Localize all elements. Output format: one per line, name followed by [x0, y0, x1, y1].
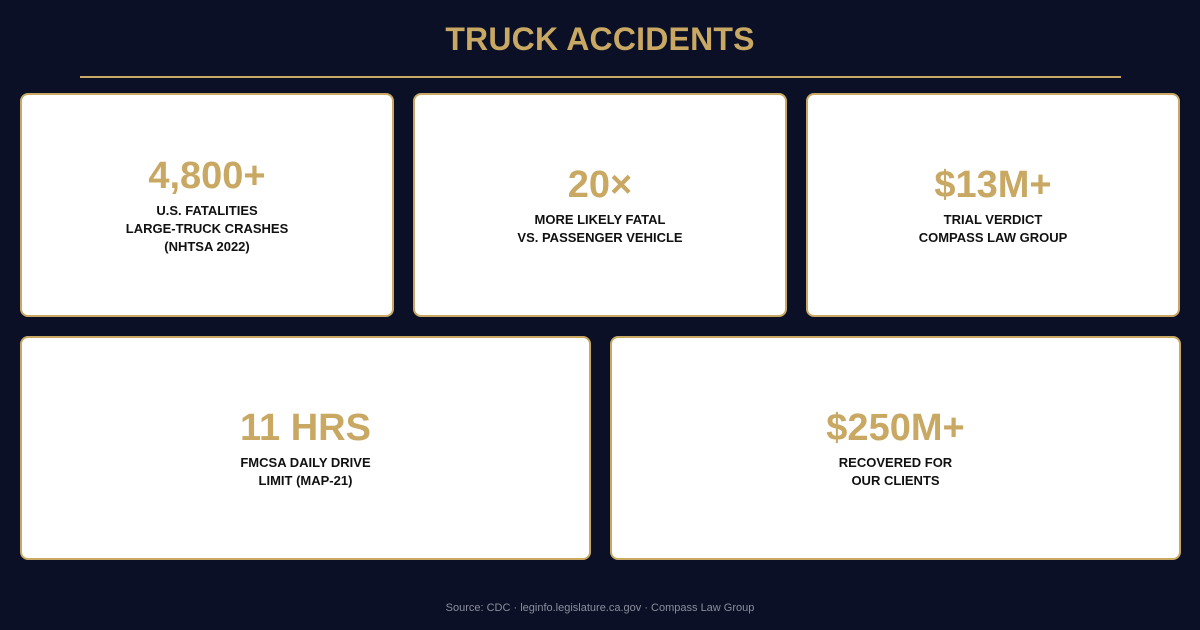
stat-label [919, 211, 1068, 247]
stat-label-line: LIMIT (MAP-21) [258, 473, 353, 488]
stat-label-line: FMCSA DAILY DRIVE [240, 455, 371, 470]
source-footnote: Source: CDC · leginfo.legislature.ca.gov · Compass Law Group [445, 602, 755, 614]
stat-value: $13M+ [934, 164, 1052, 206]
stat-label-line: RECOVERED FOR [838, 455, 953, 470]
stat-label [839, 454, 952, 490]
stat-card-drive-limit [20, 336, 591, 560]
stat-value: $250M+ [826, 407, 965, 449]
stat-label [517, 211, 682, 247]
stat-label-line: COMPASS LAW GROUP [918, 230, 1068, 245]
stat-value: 20× [567, 164, 633, 206]
stat-label-line: LARGE-TRUCK CRASHES [125, 221, 289, 236]
stat-label [126, 202, 289, 256]
page-title: TRUCK ACCIDENTS [445, 21, 755, 57]
stat-label-line: U.S. FATALITIES [156, 203, 258, 218]
stat-label [240, 454, 370, 490]
title-divider [80, 76, 1121, 78]
stat-label-line: TRIAL VERDICT [943, 212, 1043, 227]
stat-card-fatalities [20, 93, 394, 317]
stat-card-fatal-likelihood [413, 93, 787, 317]
stat-label-line: VS. PASSENGER VEHICLE [517, 230, 683, 245]
stat-label-line: OUR CLIENTS [851, 473, 940, 488]
stat-card-trial-verdict [806, 93, 1180, 317]
stat-card-recovered [610, 336, 1181, 560]
stat-value: 4,800+ [148, 155, 266, 197]
stat-label-line: (NHTSA 2022) [164, 239, 250, 254]
stat-value: 11 HRS [240, 407, 371, 449]
stat-label-line: MORE LIKELY FATAL [534, 212, 666, 227]
